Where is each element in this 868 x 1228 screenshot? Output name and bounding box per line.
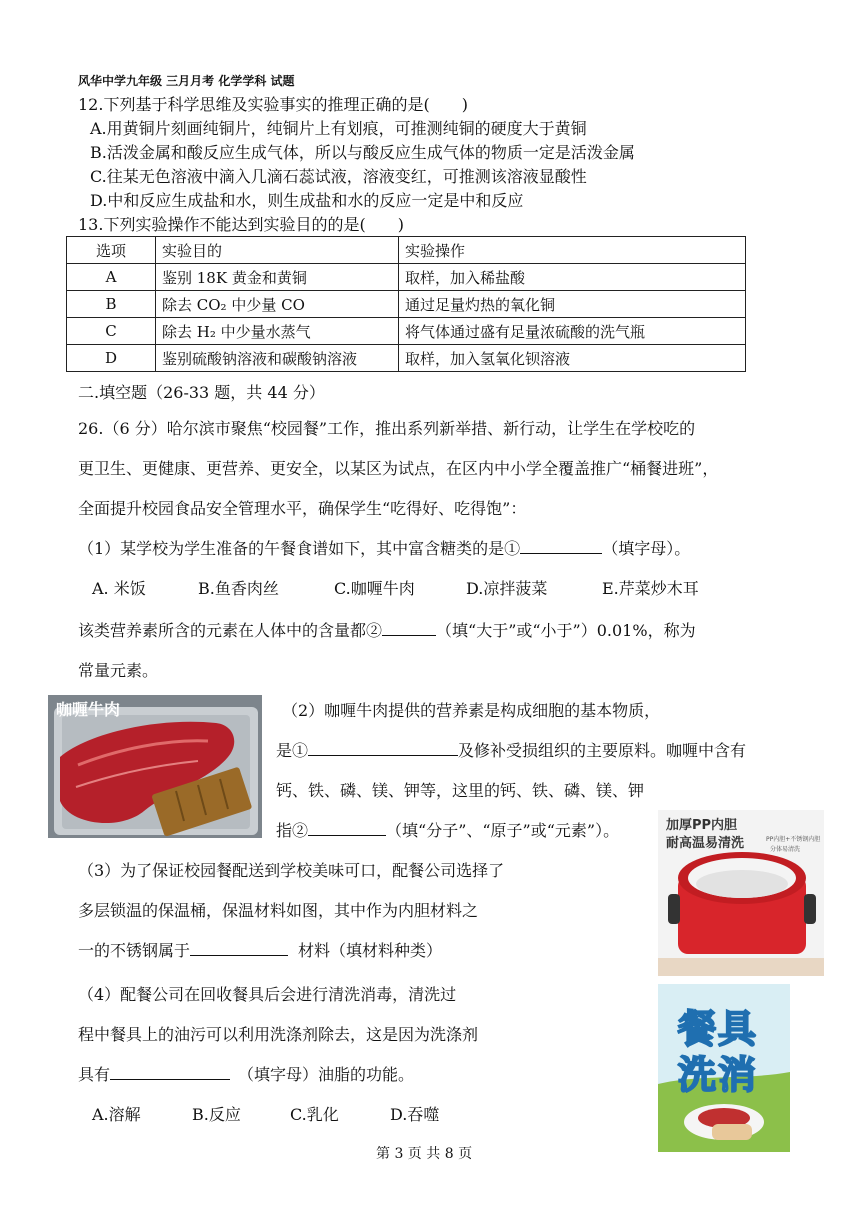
q26-part4-option: A.溶解 bbox=[92, 1105, 141, 1124]
table-cell-operation: 通过足量灼热的氧化铜 bbox=[399, 291, 746, 318]
table-cell-goal: 除去 CO₂ 中少量 CO bbox=[156, 291, 399, 318]
table-cell-option: A bbox=[67, 264, 156, 291]
q26-part4-option: C.乳化 bbox=[290, 1105, 339, 1124]
exam-header: 风华中学九年级 三月月考 化学学科 试题 bbox=[78, 74, 295, 88]
q26-intro-line: 全面提升校园食品安全管理水平，确保学生“吃得好、吃得饱”： bbox=[78, 499, 527, 518]
q26-part2-line bbox=[276, 818, 619, 841]
q26-part4-option: B.反应 bbox=[192, 1105, 241, 1124]
table-row bbox=[67, 345, 746, 372]
q12-option-b: B.活泼金属和酸反应生成气体，所以与酸反应生成气体的物质一定是活泼金属 bbox=[90, 143, 635, 162]
q26-part4-text: （4）配餐公司在回收餐具后会进行清洗消毒，清洗过 bbox=[78, 985, 457, 1004]
section-title: 二.填空题（26-33 题，共 44 分） bbox=[78, 383, 325, 402]
table-header: 实验操作 bbox=[399, 237, 746, 264]
curry-beef-image bbox=[48, 695, 262, 838]
q26-part3-text: （3）为了保证校园餐配送到学校美味可口，配餐公司选择了 bbox=[78, 861, 505, 880]
q26-part2-line bbox=[276, 738, 746, 761]
q26-part1-line bbox=[78, 618, 696, 641]
answer-blank[interactable] bbox=[308, 739, 458, 756]
answer-blank[interactable] bbox=[382, 619, 436, 636]
table-header: 实验目的 bbox=[156, 237, 399, 264]
dish-text: 洗消 bbox=[678, 1053, 759, 1097]
bucket-subtitle: PP内胆+不锈钢内胆 bbox=[766, 836, 821, 843]
q26-part2-text: 及修补受损组织的主要原料。咖喱中含有 bbox=[458, 741, 747, 760]
table-cell-option: C bbox=[67, 318, 156, 345]
q26-part1-option: B.鱼香肉丝 bbox=[198, 579, 279, 598]
table-cell-goal: 鉴别 18K 黄金和黄铜 bbox=[156, 264, 399, 291]
table-cell-option: B bbox=[67, 291, 156, 318]
q26-part1-option: E.芹菜炒木耳 bbox=[602, 579, 699, 598]
q26-part4-text: 程中餐具上的油污可以利用洗涤剂除去，这是因为洗涤剂 bbox=[78, 1025, 479, 1044]
q26-part1-line bbox=[78, 536, 690, 559]
q13-table bbox=[66, 236, 746, 372]
q26-part3-line bbox=[78, 938, 442, 961]
q26-intro-line: 26.（6 分）哈尔滨市聚焦“校园餐”工作，推出系列新举措、新行动，让学生在学校吃的 bbox=[78, 419, 696, 438]
answer-blank[interactable] bbox=[308, 819, 386, 836]
q26-part2-text: 是① bbox=[276, 741, 309, 760]
q12-option-c: C.往某无色溶液中滴入几滴石蕊试液，溶液变红，可推测该溶液显酸性 bbox=[90, 167, 587, 186]
table-cell-goal: 除去 H₂ 中少量水蒸气 bbox=[156, 318, 399, 345]
q12-option-a: A.用黄铜片刻画纯铜片，纯铜片上有划痕，可推测纯铜的硬度大于黄铜 bbox=[90, 119, 587, 138]
bucket-subtitle: 分体易清洗 bbox=[770, 846, 801, 853]
table-header-row bbox=[67, 237, 746, 264]
q26-part1-option: A. 米饭 bbox=[92, 579, 146, 598]
bucket-title: 加厚PP内胆 bbox=[666, 818, 738, 833]
q26-part3-text: 材料（填材料种类） bbox=[298, 941, 443, 960]
q26-part1-option: C.咖喱牛肉 bbox=[334, 579, 415, 598]
bucket-title: 耐高温易清洗 bbox=[666, 836, 745, 851]
q12-option-d: D.中和反应生成盐和水，则生成盐和水的反应一定是中和反应 bbox=[90, 191, 524, 210]
q26-part2-text: 指② bbox=[276, 821, 309, 840]
q26-part2-text: （填“分子”、“原子”或“元素”）。 bbox=[386, 821, 620, 840]
dish-text: 餐具 bbox=[678, 1007, 759, 1051]
q26-part1-text: （填“大于”或“小于”）0.01%，称为 bbox=[436, 621, 696, 640]
table-cell-goal: 鉴别硫酸钠溶液和碳酸钠溶液 bbox=[156, 345, 399, 372]
table-cell-operation: 将气体通过盛有足量浓硫酸的洗气瓶 bbox=[399, 318, 746, 345]
q26-part1-text: 常量元素。 bbox=[78, 661, 159, 680]
table-row bbox=[67, 291, 746, 318]
q26-part3-text: 多层锁温的保温桶，保温材料如图，其中作为内胆材料之 bbox=[78, 901, 479, 920]
q26-intro-line: 更卫生、更健康、更营养、更安全，以某区为试点，在区内中小学全覆盖推广“桶餐进班”， bbox=[78, 459, 719, 478]
tableware-disinfection-image bbox=[658, 984, 790, 1152]
q26-part4-line bbox=[78, 1062, 414, 1085]
table-cell-operation: 取样，加入氢氧化钡溶液 bbox=[399, 345, 746, 372]
q26-part4-text: 具有 bbox=[78, 1065, 111, 1084]
q26-part1-option: D.凉拌菠菜 bbox=[466, 579, 548, 598]
q13-stem: 13.下列实验操作不能达到实验目的的是( ) bbox=[78, 215, 404, 234]
answer-blank[interactable] bbox=[110, 1063, 230, 1080]
q26-part1-text: 该类营养素所含的元素在人体中的含量都② bbox=[78, 621, 383, 640]
table-cell-operation: 取样，加入稀盐酸 bbox=[399, 264, 746, 291]
q26-part3-text: 一的不锈钢属于 bbox=[78, 941, 191, 960]
answer-blank[interactable] bbox=[520, 537, 602, 554]
q26-part2-text: 钙、铁、磷、镁、钾等，这里的钙、铁、磷、镁、钾 bbox=[276, 781, 645, 800]
page-number: 第 3 页 共 8 页 bbox=[376, 1146, 473, 1162]
q26-part4-option: D.吞噬 bbox=[390, 1105, 440, 1124]
q26-part1-text: （1）某学校为学生准备的午餐食谱如下，其中富含糖类的是① bbox=[78, 539, 521, 558]
beef-image-label: 咖喱牛肉 bbox=[56, 700, 121, 719]
answer-blank[interactable] bbox=[190, 939, 288, 956]
table-cell-option: D bbox=[67, 345, 156, 372]
table-row bbox=[67, 264, 746, 291]
q26-part1-text: （填字母）。 bbox=[602, 539, 691, 558]
insulated-bucket-image bbox=[658, 810, 824, 976]
q26-part4-text: （填字母）油脂的功能。 bbox=[238, 1065, 415, 1084]
table-header: 选项 bbox=[67, 237, 156, 264]
q26-part2-text: （2）咖喱牛肉提供的营养素是构成细胞的基本物质， bbox=[282, 701, 661, 720]
q12-stem: 12.下列基于科学思维及实验事实的推理正确的是( ) bbox=[78, 95, 468, 114]
table-row bbox=[67, 318, 746, 345]
